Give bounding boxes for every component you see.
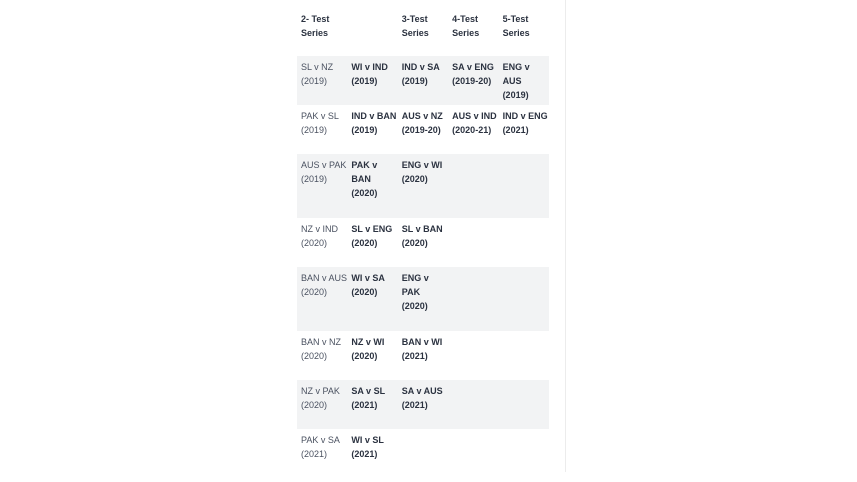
header-3-test-series: 3-Test Series xyxy=(401,14,429,38)
table-cell: BAN v AUS (2020) xyxy=(297,267,347,331)
table-cell xyxy=(499,429,549,471)
table-cell: IND v BAN (2019) xyxy=(351,111,397,135)
table-cell: IND v SA (2019) xyxy=(398,56,448,105)
table-cell: ENG v WI (2020) xyxy=(398,154,448,218)
table-cell xyxy=(499,380,549,429)
table-cell: PAK v SL (2019) xyxy=(301,111,339,135)
table-cell: IND v ENG (2021) xyxy=(502,111,548,135)
table-row xyxy=(297,429,549,471)
table-cell: SA v AUS (2021) xyxy=(398,380,448,429)
table-cell: WI v SL (2021) xyxy=(351,435,384,459)
table-cell xyxy=(448,218,498,267)
table-cell: AUS v PAK (2019) xyxy=(297,154,347,218)
test-series-table xyxy=(297,8,549,471)
table-cell: BAN v NZ (2020) xyxy=(301,337,342,361)
table-cell: SL v ENG (2020) xyxy=(351,224,393,248)
table-cell xyxy=(448,380,498,429)
table-cell: PAK v BAN (2020) xyxy=(347,154,397,218)
table-cell xyxy=(448,331,498,380)
table-cell xyxy=(499,154,549,218)
table-cell: AUS v NZ (2019-20) xyxy=(401,111,443,135)
table-cell: ENG v PAK (2020) xyxy=(398,267,448,331)
table-cell: PAK v SA (2021) xyxy=(301,435,340,459)
table-cell xyxy=(398,429,448,471)
header-4-test-series: 4-Test Series xyxy=(452,14,480,38)
table-cell: NZ v PAK (2020) xyxy=(297,380,347,429)
table-row xyxy=(297,154,549,218)
table-cell: WI v SA (2020) xyxy=(347,267,397,331)
table-cell xyxy=(499,331,549,380)
table-row xyxy=(297,380,549,429)
table-cell: NZ v IND (2020) xyxy=(301,224,338,248)
table-cell: BAN v WI (2021) xyxy=(401,337,443,361)
header-2-test-series-cont xyxy=(347,8,397,56)
table-cell xyxy=(499,218,549,267)
table-row xyxy=(297,331,549,380)
table-cell: ENG v AUS (2019) xyxy=(499,56,549,105)
table-cell: AUS v IND (2020-21) xyxy=(452,111,497,135)
table-header-row xyxy=(297,8,549,56)
table-row xyxy=(297,218,549,267)
table-cell: SL v BAN (2020) xyxy=(401,224,443,248)
table-cell xyxy=(448,429,498,471)
table-row xyxy=(297,267,549,331)
header-2-test-series: 2- Test Series xyxy=(301,14,330,38)
table-cell xyxy=(448,154,498,218)
table-cell: NZ v WI (2020) xyxy=(351,337,385,361)
table-cell xyxy=(499,267,549,331)
table-row xyxy=(297,56,549,105)
table-cell: WI v IND (2019) xyxy=(347,56,397,105)
table-cell: SA v SL (2021) xyxy=(347,380,397,429)
table-cell xyxy=(448,267,498,331)
header-5-test-series: 5-Test Series xyxy=(502,14,530,38)
table-cell: SA v ENG (2019-20) xyxy=(448,56,498,105)
table-row xyxy=(297,105,549,154)
table-cell: SL v NZ (2019) xyxy=(297,56,347,105)
